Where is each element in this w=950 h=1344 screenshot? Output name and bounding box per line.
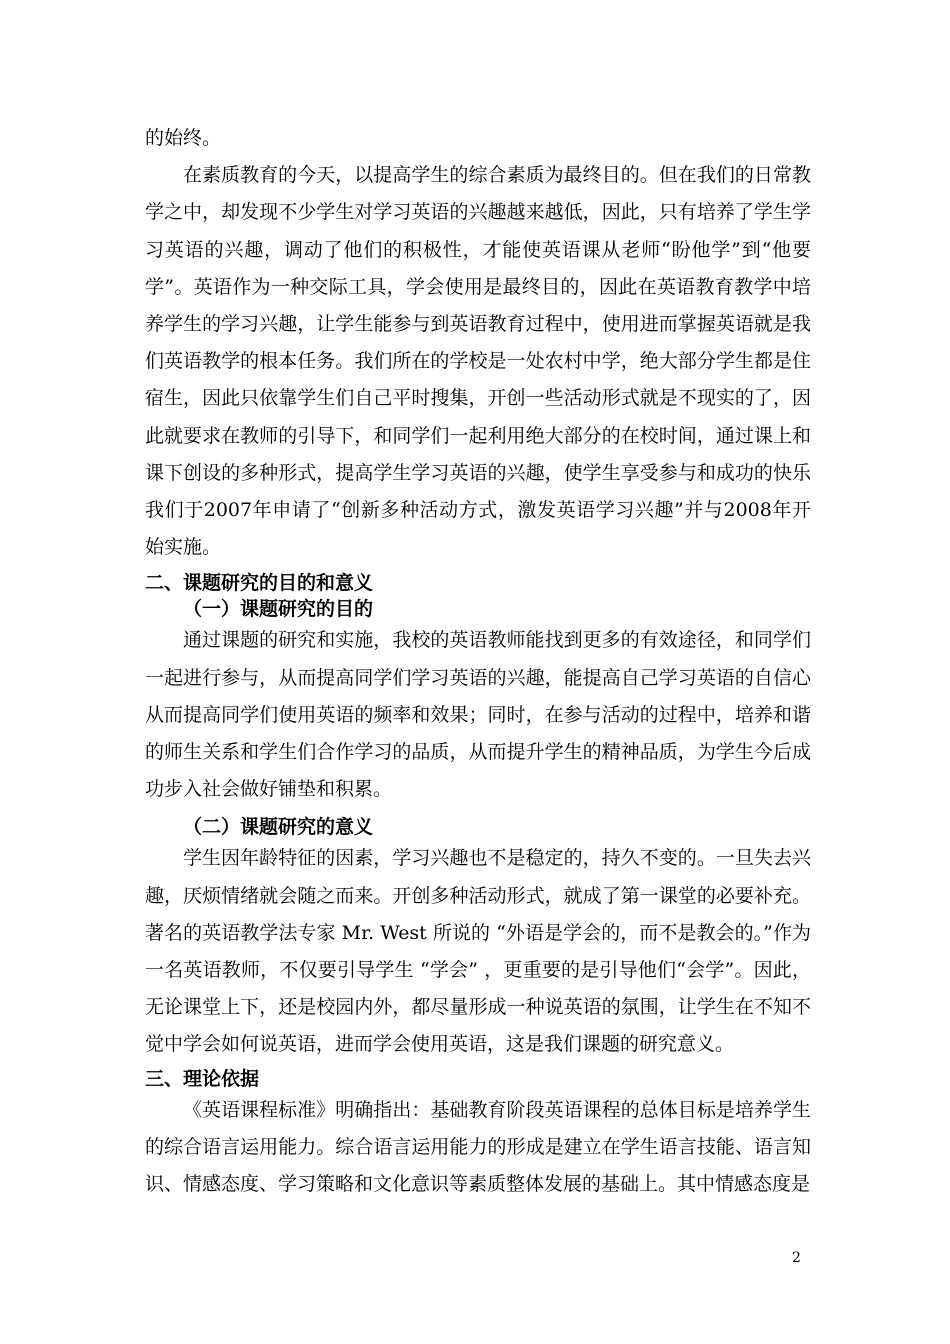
continuation-text: 的始终。 xyxy=(145,127,222,149)
section-2-2-paragraph: 学生因年龄特征的因素，学习兴趣也不是稳定的，持久不变的。一旦失去兴趣，厌烦情绪就会随之而来。开创多种活动形式，就成了第一课堂的必要补充。著名的英语教学法专家 Mr. West 所说的 “外语是学会的，而不是教会的。”作为一名英语教师，不仅要引导学生 “学会” ，更重要的是引导他们“会学”。因此，无论课堂上下，还是校园内外，都尽量形成一种说英语的氛围，让学生在不知不觉中学会如何说英语，进而学会使用英语，这是我们课题的研究意义。 xyxy=(145,847,811,1056)
page-number: 2 xyxy=(792,1250,801,1266)
section-2-1-paragraph: 通过课题的研究和实施，我校的英语教师能找到更多的有效途径，和同学们一起进行参与，从而提高同学们学习英语的兴趣，能提高自己学习英语的自信心从而提高同学们使用英语的频率和效果；同时，在参与活动的过程中，培养和谐的师生关系和学生们合作学习的品质，从而提升学生的精神品质，为学生今后成功步入社会做好铺垫和积累。 xyxy=(145,629,811,801)
section-2-heading: 二、课题研究的目的和意义 xyxy=(145,572,374,595)
document-page xyxy=(145,120,811,1203)
section-2-1-heading: （一）课题研究的目的 xyxy=(183,598,374,621)
intro-paragraph: 在素质教育的今天，以提高学生的综合素质为最终目的。但在我们的日常教学之中，却发现不少学生对学习英语的兴趣越来越低，因此，只有培养了学生学习英语的兴趣，调动了他们的积极性，才能使英语课从老师“盼他学”到“他要学”。英语作为一种交际工具，学会使用是最终目的，因此在英语教育教学中培养学生的学习兴趣，让学生能参与到英语教育过程中，使用进而掌握英语就是我们英语教学的根本任务。我们所在的学校是一处农村中学，绝大部分学生都是住宿生，因此只依靠学生们自己平时搜集，开创一些活动形式就是不现实的了，因此就要求在教师的引导下，和同学们一起利用绝大部分的在校时间，通过课上和课下创设的多种形式，提高学生学习英语的兴趣，使学生享受参与和成功的快乐我们于2007年申请了“创新多种活动方式，激发英语学习兴趣”并与2008年开始实施。 xyxy=(145,164,811,559)
section-3-paragraph: 《英语课程标准》明确指出：基础教育阶段英语课程的总体目标是培养学生的综合语言运用能力。综合语言运用能力的形成是建立在学生语言技能、语言知识、情感态度、学习策略和文化意识等素质整体发展的基础上。其中情感态度是 xyxy=(145,1098,811,1196)
section-3-heading: 三、理论依据 xyxy=(145,1067,260,1090)
section-2-2-heading: （二）课题研究的意义 xyxy=(183,816,374,839)
